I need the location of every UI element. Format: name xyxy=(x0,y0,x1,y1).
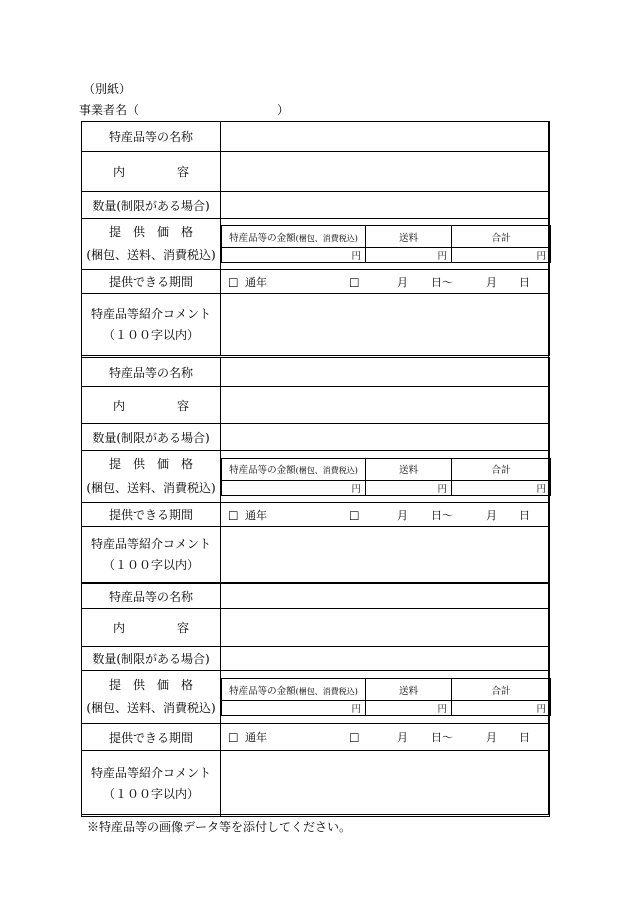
product-block-3 xyxy=(81,583,550,817)
price-label: 提 供 価 格 (梱包、送料、消費税込) xyxy=(82,671,221,724)
price-col-shipping-header: 送料 xyxy=(366,679,452,701)
comment-label: 特産品等紹介コメント （１００字以内） xyxy=(82,294,221,356)
product-block-1 xyxy=(81,121,550,356)
date-range-checkbox[interactable]: □ xyxy=(349,730,360,744)
price-col-total-header: 合計 xyxy=(452,458,551,480)
end-month-label: 月 xyxy=(486,508,497,522)
comment-field[interactable] xyxy=(221,527,550,583)
operator-name-field[interactable] xyxy=(146,100,274,118)
end-month-label: 月 xyxy=(486,731,497,744)
year-round-checkbox[interactable]: □ xyxy=(228,275,239,288)
quantity-field[interactable] xyxy=(221,192,550,219)
quantity-field[interactable] xyxy=(221,647,550,671)
amount-field[interactable]: 円 xyxy=(222,701,366,716)
product-name-label: 特産品等の名称 xyxy=(82,584,221,609)
amount-field[interactable]: 円 xyxy=(222,248,366,263)
quantity-label: 数量(制限がある場合) xyxy=(82,192,221,219)
comment-field[interactable] xyxy=(221,751,550,817)
year-round-checkbox[interactable]: □ xyxy=(228,730,239,744)
start-month-label: 月 xyxy=(397,508,408,522)
price-col-amount-header: 特産品等の金額(梱包、消費税込) xyxy=(222,679,366,701)
comment-label: 特産品等紹介コメント （１００字以内） xyxy=(82,751,221,817)
product-name-field[interactable] xyxy=(221,584,550,609)
price-grid xyxy=(221,671,550,724)
comment-label: 特産品等紹介コメント （１００字以内） xyxy=(82,527,221,583)
price-label: 提 供 価 格 (梱包、送料、消費税込) xyxy=(82,219,221,270)
shipping-field[interactable]: 円 xyxy=(366,480,452,495)
start-month-label: 月 xyxy=(397,731,408,744)
content-label: 内 容 xyxy=(82,152,221,192)
period-label: 提供できる期間 xyxy=(82,503,221,527)
year-round-label: 通年 xyxy=(245,275,267,289)
amount-field[interactable]: 円 xyxy=(222,480,366,495)
shipping-field[interactable]: 円 xyxy=(366,701,452,716)
period-field xyxy=(221,724,550,751)
product-name-label: 特産品等の名称 xyxy=(82,122,221,152)
product-name-field[interactable] xyxy=(221,122,550,152)
price-grid xyxy=(221,451,550,503)
comment-field[interactable] xyxy=(221,294,550,356)
price-col-amount-header: 特産品等の金額(梱包、消費税込) xyxy=(222,226,366,248)
year-round-checkbox[interactable]: □ xyxy=(228,508,239,521)
price-col-shipping-header: 送料 xyxy=(366,458,452,480)
footer-note: ※特産品等の画像データ等を添付してください。 xyxy=(87,820,352,834)
period-field xyxy=(221,503,550,527)
total-field[interactable]: 円 xyxy=(452,701,551,716)
shipping-field[interactable]: 円 xyxy=(366,248,452,263)
product-name-field[interactable] xyxy=(221,358,550,387)
end-month-label: 月 xyxy=(486,275,497,289)
date-range-checkbox[interactable]: □ xyxy=(349,275,360,288)
year-round-label: 通年 xyxy=(245,508,267,522)
content-field[interactable] xyxy=(221,387,550,424)
period-field xyxy=(221,270,550,294)
end-day-label: 日 xyxy=(519,508,530,522)
year-round-label: 通年 xyxy=(245,731,267,744)
total-field[interactable]: 円 xyxy=(452,480,551,495)
price-grid xyxy=(221,219,550,270)
date-range-checkbox[interactable]: □ xyxy=(349,508,360,521)
content-label: 内 容 xyxy=(82,609,221,647)
content-label: 内 容 xyxy=(82,387,221,424)
operator-name-label: 事業者名（ xyxy=(79,103,140,117)
product-block-2 xyxy=(81,357,550,583)
price-col-shipping-header: 送料 xyxy=(366,226,452,248)
period-label: 提供できる期間 xyxy=(82,724,221,751)
end-day-label: 日 xyxy=(519,731,530,744)
operator-name-close: ） xyxy=(277,103,290,117)
annex-label: （別紙） xyxy=(83,82,132,96)
price-col-amount-header: 特産品等の金額(梱包、消費税込) xyxy=(222,458,366,480)
product-name-label: 特産品等の名称 xyxy=(82,358,221,387)
total-field[interactable]: 円 xyxy=(452,248,551,263)
content-field[interactable] xyxy=(221,609,550,647)
quantity-label: 数量(制限がある場合) xyxy=(82,647,221,671)
content-field[interactable] xyxy=(221,152,550,192)
start-day-label: 日～ xyxy=(431,508,453,522)
quantity-field[interactable] xyxy=(221,424,550,451)
start-day-label: 日～ xyxy=(431,275,453,289)
start-month-label: 月 xyxy=(397,275,408,289)
period-label: 提供できる期間 xyxy=(82,270,221,294)
price-col-total-header: 合計 xyxy=(452,226,551,248)
start-day-label: 日～ xyxy=(431,731,453,744)
quantity-label: 数量(制限がある場合) xyxy=(82,424,221,451)
price-label: 提 供 価 格 (梱包、送料、消費税込) xyxy=(82,451,221,503)
price-col-total-header: 合計 xyxy=(452,679,551,701)
end-day-label: 日 xyxy=(519,275,530,289)
